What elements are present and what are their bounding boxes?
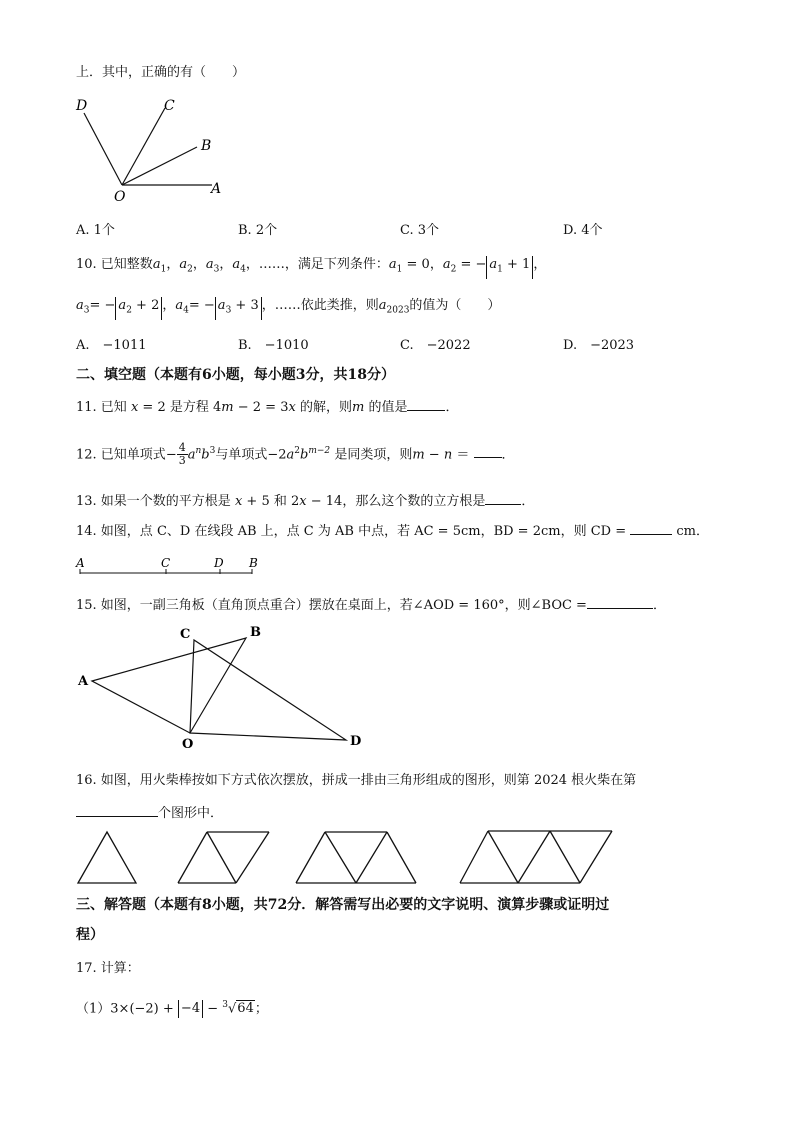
- q16-line2-text: 个图形中．: [158, 806, 224, 821]
- q11-answer-blank[interactable]: [407, 396, 445, 411]
- q11-prefix: 11. 已知: [76, 400, 127, 415]
- q10-line2: $a_3= - a_2 + 2$ ，$a_4= - a_3 + 3$ ，……依此类推，则$a_{2023}$的值为（ ）: [76, 297, 500, 320]
- q13-answer-blank[interactable]: [485, 490, 521, 505]
- q9-option-c: C. 3个: [400, 223, 440, 238]
- q14-answer-blank[interactable]: [630, 520, 672, 535]
- q16-answer-blank[interactable]: [76, 802, 158, 817]
- q15-label-c: C: [180, 627, 191, 642]
- q17-title: 17. 计算：: [76, 961, 140, 976]
- q9-label-a: A: [211, 181, 222, 197]
- q9-option-a: A. 1个: [76, 223, 115, 238]
- section3-heading-line1: 三、解答题（本题有8小题，共72分．解答需写出必要的文字说明、演算步骤或证明过: [76, 897, 610, 913]
- q9-label-c: C: [164, 98, 175, 114]
- q10-mid: ，满足下列条件：: [284, 257, 389, 272]
- q12-mid2: 是同类项，则: [334, 447, 413, 463]
- q14-text: 14. 如图，点 C、D 在线段 AB 上，点 C 为 AB 中点，若 AC = 5cm，BD = 2cm，则 CD = cm．: [76, 520, 709, 541]
- q10-option-c: C. −2022: [400, 338, 471, 353]
- q11-text: 11. 已知 x = 2 是方程 4m − 2 = 3x 的解，则m 的值是 ．: [76, 396, 458, 417]
- section3-heading-line2: 程）: [76, 927, 104, 943]
- q14-label-c: C: [161, 556, 171, 570]
- q10-tail: 的值为（ ）: [409, 298, 501, 313]
- q10-mid2: ，……依此类推，则: [261, 298, 379, 313]
- q12-tail: ＝: [456, 447, 470, 463]
- figure-4: [460, 831, 612, 883]
- q9-label-b: B: [201, 138, 212, 154]
- q15-label-a: A: [78, 674, 89, 689]
- q13-mid: 和: [273, 494, 287, 509]
- q10-prefix: 10. 已知整数: [76, 257, 153, 272]
- q13-prefix: 13. 如果一个数的平方根是: [76, 494, 231, 509]
- q14-question: 14. 如图，点 C、D 在线段 AB 上，点 C 为 AB 中点，若 AC = 5cm，BD = 2cm，则 CD =: [76, 524, 627, 539]
- figure-1: [78, 832, 136, 883]
- q16-matchstick-figures: [74, 826, 619, 888]
- q9-tail-text: 上．其中，正确的有（ ）: [76, 65, 246, 80]
- q14-label-a: A: [76, 556, 85, 570]
- q11-mid1: 是方程: [169, 400, 209, 415]
- q12-text: 12. 已知单项式− $\frac{4}{3}$ $a^nb^3$与单项式$-2a^2b^{m-2}$ 是同类项，则m − n ＝ ．: [76, 441, 515, 468]
- q15-label-b: B: [250, 625, 261, 640]
- q13-tail: ，那么这个数的立方根是: [342, 494, 486, 509]
- q10-option-a: A. −1011: [76, 338, 147, 353]
- q14-segment-figure: [72, 554, 272, 580]
- q15-answer-blank[interactable]: [587, 594, 653, 609]
- q9-label-o: O: [114, 189, 126, 205]
- q10-line1: 10. 已知整数$a_1$，$a_2$，$a_3$，$a_4$，……，满足下列条件：$a_1 = 0$，$a_2$ = − $a_1 + 1$ ，: [76, 256, 546, 279]
- q10-option-b: B. −1010: [238, 338, 309, 353]
- q14-label-b: B: [249, 556, 258, 570]
- q15-label-d: D: [350, 734, 362, 749]
- q17-part1-label: （1）: [76, 1001, 111, 1017]
- q15-question: 15. 如图，一副三角板（直角顶点重合）摆放在桌面上，若∠AOD = 160°，则∠BOC =: [76, 598, 587, 613]
- q12-mid: 与单项式: [215, 447, 268, 463]
- q14-label-d: D: [214, 556, 224, 570]
- q16-line1: 16. 如图，用火柴棒按如下方式依次摆放，拼成一排由三角形组成的图形，则第 2024 根火柴在第: [76, 773, 637, 788]
- q16-line2: [76, 802, 223, 823]
- q9-label-d: D: [76, 98, 88, 114]
- figure-3: [296, 832, 416, 883]
- q15-triangles-figure: [74, 622, 374, 754]
- q17-part1: （1）3×(−2) + −4 − $^3$√64；: [76, 1000, 268, 1017]
- q12-answer-blank[interactable]: [474, 443, 502, 458]
- q9-angle-figure: [70, 92, 230, 207]
- q11-mid2: 的解，则: [299, 400, 352, 415]
- q13-text: 13. 如果一个数的平方根是 x + 5 和 2x − 14，那么这个数的立方根是 ．: [76, 490, 534, 511]
- q15-label-o: O: [182, 737, 194, 752]
- figure-2: [178, 832, 269, 883]
- q15-text: 15. 如图，一副三角板（直角顶点重合）摆放在桌面上，若∠AOD = 160°，则∠BOC = ．: [76, 594, 666, 615]
- q9-option-d: D. 4个: [563, 223, 603, 238]
- q12-prefix: 12. 已知单项式: [76, 447, 166, 463]
- q9-option-b: B. 2个: [238, 223, 278, 238]
- q14-unit: cm: [676, 524, 696, 539]
- section2-heading: 二、填空题（本题有6小题，每小题3分，共18分）: [76, 367, 395, 383]
- q10-option-d: D. −2023: [563, 338, 635, 353]
- q11-tail: 的值是: [368, 400, 408, 415]
